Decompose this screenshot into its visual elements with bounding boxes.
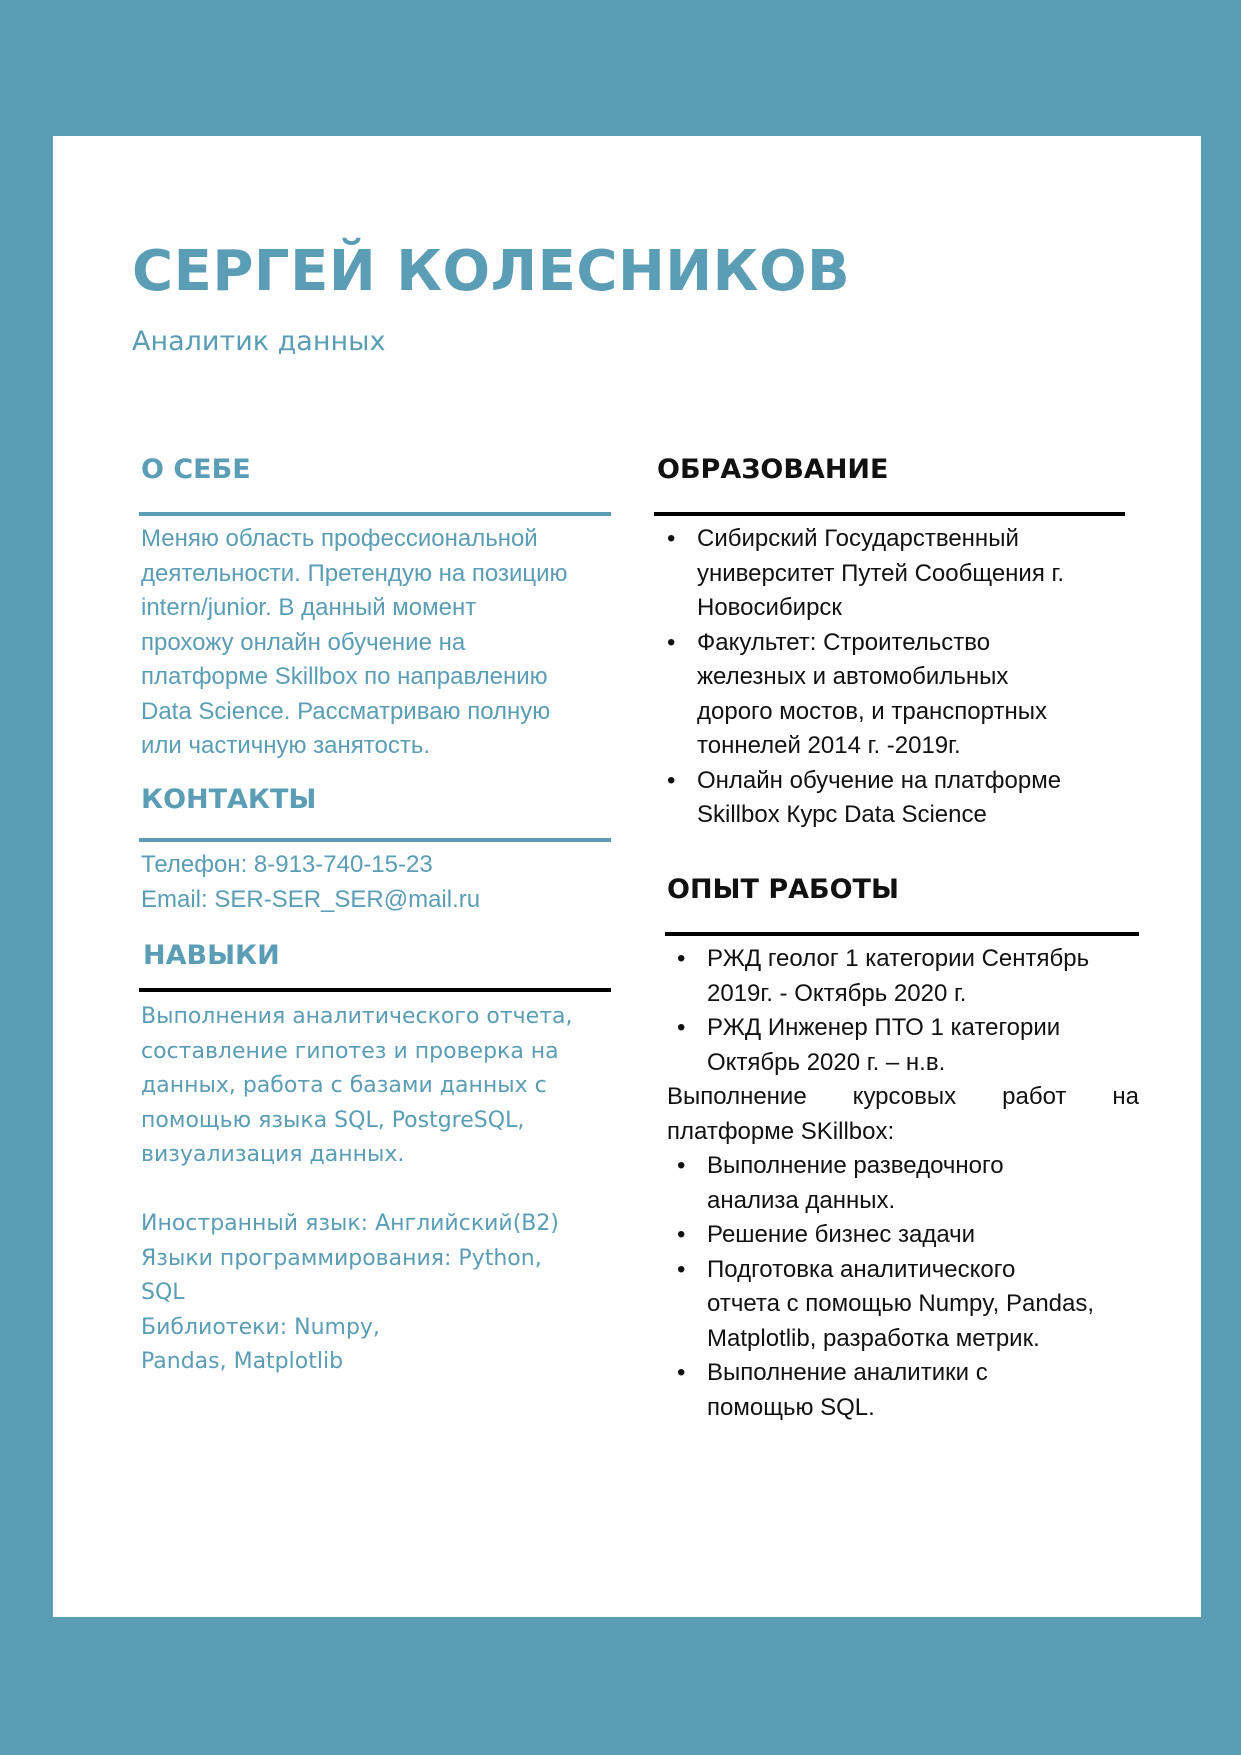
bullet-icon: • [677, 1014, 686, 1041]
skills-extra-line: Языки программирования: Python, [141, 1245, 542, 1271]
skills-divider [139, 988, 611, 992]
skills-line: помощью языка SQL, PostgreSQL, [141, 1107, 525, 1133]
education-list [653, 522, 1153, 833]
skills-line: визуализация данных. [141, 1142, 405, 1167]
skills-extra-line: SQL [141, 1280, 185, 1305]
about-title: О СЕБЕ [141, 454, 251, 485]
about-line: платформе Skillbox по направлению [141, 663, 548, 690]
bullet-icon: • [677, 945, 686, 972]
bullet-icon: • [667, 766, 676, 794]
email-text: Email: SER-SER_SER@mail.ru [141, 885, 481, 913]
experience-title: ОПЫТ РАБОТЫ [667, 874, 899, 905]
bullet-icon: • [677, 1152, 686, 1179]
tasks-list [663, 1149, 1183, 1425]
experience-intro-line2: платформе SKillbox: [667, 1117, 895, 1145]
resume-page [53, 136, 1201, 1617]
contacts-title: КОНТАКТЫ [141, 784, 317, 815]
about-line: деятельности. Претендую на позицию [141, 559, 568, 587]
phone-text: Телефон: 8-913-740-15-23 [141, 851, 433, 878]
skills-line: данных, работа с базами данных с [141, 1073, 547, 1098]
education-title: ОБРАЗОВАНИЕ [657, 454, 889, 485]
about-line: или частичную занятость. [141, 732, 430, 759]
task-item: • Выполнение разведочного анализа данных. [663, 1149, 1183, 1218]
job-item: • РЖД геолог 1 категории Сентябрь 2019г. - Октябрь 2020 г. [663, 942, 1183, 1011]
bullet-icon: • [677, 1221, 686, 1248]
jobs-list [663, 942, 1183, 1080]
bullet-icon: • [677, 1359, 686, 1386]
skills-text [141, 1000, 573, 1380]
skills-spacer [141, 1173, 573, 1208]
candidate-role: Аналитик данных [132, 326, 386, 357]
experience-intro-line: Выполнение курсовых работ на [667, 1083, 1139, 1110]
skills-line: Выполнения аналитического отчета, [141, 1004, 573, 1029]
candidate-name: СЕРГЕЙ КОЛЕСНИКОВ [132, 239, 851, 304]
education-item: • Сибирский Государственный университет Путей Сообщения г. Новосибирск [653, 522, 1153, 626]
skills-extra-line: Pandas, Matplotlib [141, 1349, 344, 1374]
about-line: Меняю область профессиональной [141, 525, 538, 552]
about-line: intern/junior. В данный момент [141, 594, 477, 621]
bullet-icon: • [667, 525, 676, 552]
about-divider [139, 512, 611, 516]
skills-extra-line: Иностранный язык: Английский(B2) [141, 1211, 559, 1236]
skills-extra-line: Библиотеки: Numpy, [141, 1314, 380, 1340]
education-item: • Факультет: Строительство железных и автомобильных дорого мостов, и транспортных тоннелей 2014 г. -2019г. [653, 626, 1153, 764]
education-divider [654, 512, 1125, 516]
about-line: Data Science. Рассматриваю полную [141, 697, 551, 725]
skills-title: НАВЫКИ [143, 940, 280, 971]
job-item: • РЖД Инженер ПТО 1 категории Октябрь 2020 г. – н.в. [663, 1011, 1183, 1080]
task-item: • Подготовка аналитического отчета с помощью Numpy, Pandas, Matplotlib, разработка метрик. [663, 1253, 1183, 1357]
bullet-icon: • [667, 628, 676, 656]
contacts-text [141, 848, 480, 917]
about-line: прохожу онлайн обучение на [141, 628, 466, 656]
experience-intro [667, 1080, 1139, 1149]
about-text [141, 522, 568, 764]
contacts-divider [139, 838, 611, 842]
education-item: • Онлайн обучение на платформе Skillbox Курс Data Science [653, 764, 1153, 833]
experience-divider [665, 932, 1139, 936]
task-item: • Решение бизнес задачи [663, 1218, 1183, 1253]
bullet-icon: • [677, 1255, 686, 1283]
skills-line: составление гипотез и проверка на [141, 1038, 559, 1064]
task-item: • Выполнение аналитики с помощью SQL. [663, 1356, 1183, 1425]
